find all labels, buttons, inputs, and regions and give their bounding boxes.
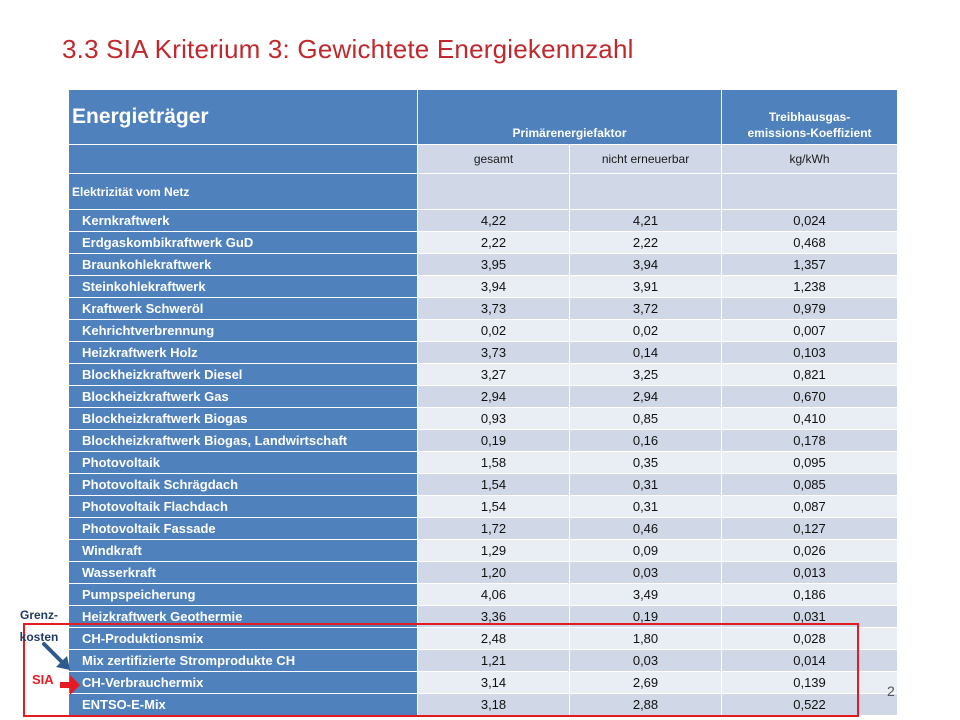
row-name: Kraftwerk Schweröl: [69, 298, 418, 320]
row-nicht-erneuerbar: 2,88: [570, 694, 722, 716]
subheader-nicht-erneuerbar: nicht erneuerbar: [570, 145, 722, 174]
row-name: CH-Produktionsmix: [69, 628, 418, 650]
table-row: [69, 672, 898, 694]
row-co2-koeffizient: 0,013: [722, 562, 898, 584]
row-nicht-erneuerbar: 0,03: [570, 650, 722, 672]
row-co2-koeffizient: 0,087: [722, 496, 898, 518]
table-row: [69, 408, 898, 430]
row-co2-koeffizient: 0,007: [722, 320, 898, 342]
table-header-row: [69, 90, 898, 145]
subheader-gesamt: gesamt: [418, 145, 570, 174]
row-co2-koeffizient: 0,670: [722, 386, 898, 408]
header-treibhausgas-line2: emissions-Koeffizient: [747, 126, 872, 140]
table-row: [69, 694, 898, 716]
row-co2-koeffizient: 1,238: [722, 276, 898, 298]
row-gesamt: 3,36: [418, 606, 570, 628]
row-nicht-erneuerbar: 0,31: [570, 496, 722, 518]
row-gesamt: 4,22: [418, 210, 570, 232]
row-co2-koeffizient: 0,468: [722, 232, 898, 254]
row-name: Braunkohlekraftwerk: [69, 254, 418, 276]
row-nicht-erneuerbar: 2,22: [570, 232, 722, 254]
table-subheader-row: [69, 145, 898, 174]
header-treibhausgas: [722, 90, 898, 145]
table-row: [69, 342, 898, 364]
row-co2-koeffizient: 0,014: [722, 650, 898, 672]
sia-arrow-icon: [60, 673, 82, 697]
table-row: [69, 628, 898, 650]
row-nicht-erneuerbar: 2,69: [570, 672, 722, 694]
row-gesamt: 2,94: [418, 386, 570, 408]
row-co2-koeffizient: 0,028: [722, 628, 898, 650]
row-gesamt: 3,14: [418, 672, 570, 694]
row-name: Steinkohlekraftwerk: [69, 276, 418, 298]
row-nicht-erneuerbar: 3,91: [570, 276, 722, 298]
table-row: [69, 584, 898, 606]
row-co2-koeffizient: 0,026: [722, 540, 898, 562]
table-row: [69, 430, 898, 452]
row-name: Pumpspeicherung: [69, 584, 418, 606]
row-gesamt: 1,72: [418, 518, 570, 540]
page-number-fragment: 2: [887, 683, 895, 699]
row-co2-koeffizient: 0,024: [722, 210, 898, 232]
row-name: CH-Verbrauchermix: [69, 672, 418, 694]
row-name: Blockheizkraftwerk Gas: [69, 386, 418, 408]
grenzkosten-arrow-icon: [40, 640, 76, 674]
row-name: Kehrichtverbrennung: [69, 320, 418, 342]
row-name: Photovoltaik Schrägdach: [69, 474, 418, 496]
row-name: Photovoltaik Flachdach: [69, 496, 418, 518]
table-row: [69, 650, 898, 672]
row-nicht-erneuerbar: 1,80: [570, 628, 722, 650]
row-nicht-erneuerbar: 0,35: [570, 452, 722, 474]
row-gesamt: 0,93: [418, 408, 570, 430]
row-gesamt: 3,95: [418, 254, 570, 276]
row-co2-koeffizient: 0,186: [722, 584, 898, 606]
category-cell: [722, 174, 898, 210]
row-name: Erdgaskombikraftwerk GuD: [69, 232, 418, 254]
category-label: Elektrizität vom Netz: [69, 174, 418, 210]
row-gesamt: 3,73: [418, 342, 570, 364]
row-co2-koeffizient: 0,178: [722, 430, 898, 452]
table-row: [69, 254, 898, 276]
row-nicht-erneuerbar: 0,85: [570, 408, 722, 430]
row-nicht-erneuerbar: 3,94: [570, 254, 722, 276]
row-name: Wasserkraft: [69, 562, 418, 584]
row-gesamt: 4,06: [418, 584, 570, 606]
row-nicht-erneuerbar: 2,94: [570, 386, 722, 408]
table-row: [69, 562, 898, 584]
table-row: [69, 452, 898, 474]
row-gesamt: 3,27: [418, 364, 570, 386]
table-row: [69, 540, 898, 562]
row-name: Kernkraftwerk: [69, 210, 418, 232]
row-nicht-erneuerbar: 0,03: [570, 562, 722, 584]
table-row: [69, 232, 898, 254]
energy-factor-table: [68, 89, 898, 716]
row-co2-koeffizient: 0,095: [722, 452, 898, 474]
slide-title: 3.3 SIA Kriterium 3: Gewichtete Energiekennzahl: [62, 34, 634, 64]
row-co2-koeffizient: 0,103: [722, 342, 898, 364]
category-cell: [570, 174, 722, 210]
row-co2-koeffizient: 0,031: [722, 606, 898, 628]
table-row: [69, 298, 898, 320]
table-row: [69, 364, 898, 386]
grenzkosten-line2: kosten: [19, 630, 59, 644]
row-nicht-erneuerbar: 0,19: [570, 606, 722, 628]
row-name: Blockheizkraftwerk Biogas, Landwirtschaft: [69, 430, 418, 452]
row-name: ENTSO-E-Mix: [69, 694, 418, 716]
row-gesamt: 2,48: [418, 628, 570, 650]
row-gesamt: 3,18: [418, 694, 570, 716]
row-gesamt: 1,54: [418, 474, 570, 496]
row-nicht-erneuerbar: 0,31: [570, 474, 722, 496]
sia-label: SIA: [32, 672, 54, 687]
row-nicht-erneuerbar: 0,46: [570, 518, 722, 540]
row-gesamt: 2,22: [418, 232, 570, 254]
table-row: [69, 320, 898, 342]
row-co2-koeffizient: 0,085: [722, 474, 898, 496]
row-gesamt: 3,94: [418, 276, 570, 298]
category-row: [69, 174, 898, 210]
header-primaerenergiefaktor: Primärenergiefaktor: [418, 90, 722, 145]
row-name: Heizkraftwerk Geothermie: [69, 606, 418, 628]
grenzkosten-line1: Grenz-: [19, 608, 58, 622]
row-co2-koeffizient: 1,357: [722, 254, 898, 276]
row-co2-koeffizient: 0,127: [722, 518, 898, 540]
row-nicht-erneuerbar: 3,49: [570, 584, 722, 606]
row-co2-koeffizient: 0,522: [722, 694, 898, 716]
row-nicht-erneuerbar: 0,16: [570, 430, 722, 452]
row-nicht-erneuerbar: 3,25: [570, 364, 722, 386]
row-name: Blockheizkraftwerk Biogas: [69, 408, 418, 430]
row-gesamt: 1,54: [418, 496, 570, 518]
row-nicht-erneuerbar: 0,09: [570, 540, 722, 562]
header-treibhausgas-line1: Treibhausgas-: [768, 110, 851, 124]
row-name: Blockheizkraftwerk Diesel: [69, 364, 418, 386]
row-gesamt: 1,21: [418, 650, 570, 672]
row-name: Photovoltaik Fassade: [69, 518, 418, 540]
subheader-unit: kg/kWh: [722, 145, 898, 174]
row-name: Heizkraftwerk Holz: [69, 342, 418, 364]
row-gesamt: 0,02: [418, 320, 570, 342]
row-name: Photovoltaik: [69, 452, 418, 474]
table-row: [69, 210, 898, 232]
row-gesamt: 0,19: [418, 430, 570, 452]
row-co2-koeffizient: 0,139: [722, 672, 898, 694]
row-gesamt: 3,73: [418, 298, 570, 320]
row-co2-koeffizient: 0,821: [722, 364, 898, 386]
row-nicht-erneuerbar: 0,02: [570, 320, 722, 342]
header-energietraeger: Energieträger: [69, 90, 418, 145]
table-row: [69, 518, 898, 540]
table-row: [69, 386, 898, 408]
row-nicht-erneuerbar: 4,21: [570, 210, 722, 232]
table-row: [69, 474, 898, 496]
category-cell: [418, 174, 570, 210]
row-nicht-erneuerbar: 0,14: [570, 342, 722, 364]
table-row: [69, 606, 898, 628]
row-gesamt: 1,20: [418, 562, 570, 584]
row-name: Mix zertifizierte Stromprodukte CH: [69, 650, 418, 672]
row-co2-koeffizient: 0,410: [722, 408, 898, 430]
row-gesamt: 1,29: [418, 540, 570, 562]
row-gesamt: 1,58: [418, 452, 570, 474]
subheader-blank: [69, 145, 418, 174]
table-row: [69, 276, 898, 298]
table-row: [69, 496, 898, 518]
row-name: Windkraft: [69, 540, 418, 562]
row-nicht-erneuerbar: 3,72: [570, 298, 722, 320]
row-co2-koeffizient: 0,979: [722, 298, 898, 320]
